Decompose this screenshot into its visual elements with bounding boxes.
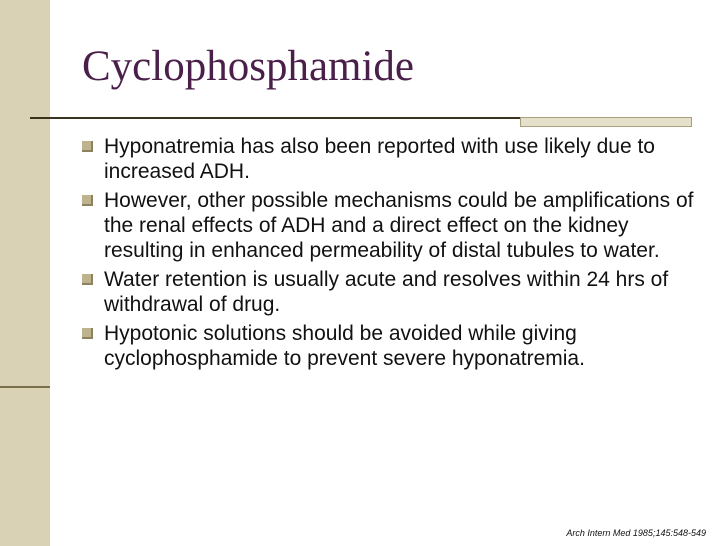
bullet-list: [82, 134, 702, 375]
square-bullet-icon: [82, 195, 93, 206]
bullet-item-3: [82, 267, 702, 317]
bullet-text: Hyponatremia has also been reported with use likely due to increased ADH.: [104, 135, 655, 183]
side-decoration-band: [0, 0, 50, 546]
square-bullet-icon: [82, 328, 93, 339]
bullet-text: Hypotonic solutions should be avoided while giving cyclophosphamide to prevent severe hyponatremia.: [104, 322, 585, 370]
title-underline: [30, 117, 520, 119]
side-band-divider: [0, 386, 50, 388]
citation: Arch Intern Med 1985;145:548-549: [566, 528, 706, 538]
bullet-item-4: [82, 321, 702, 371]
bullet-text: However, other possible mechanisms could be amplifications of the renal effects of ADH and a direct effect on the kidney resulting in enhanced permeability of distal tubules to water.: [104, 189, 694, 262]
slide-title: Cyclophosphamide: [82, 43, 415, 90]
bullet-item-1: [82, 134, 702, 184]
title-underline-bar: [520, 117, 692, 127]
square-bullet-icon: [82, 141, 93, 152]
bullet-item-2: [82, 188, 702, 263]
bullet-text: Water retention is usually acute and resolves within 24 hrs of withdrawal of drug.: [104, 268, 669, 316]
square-bullet-icon: [82, 274, 93, 285]
